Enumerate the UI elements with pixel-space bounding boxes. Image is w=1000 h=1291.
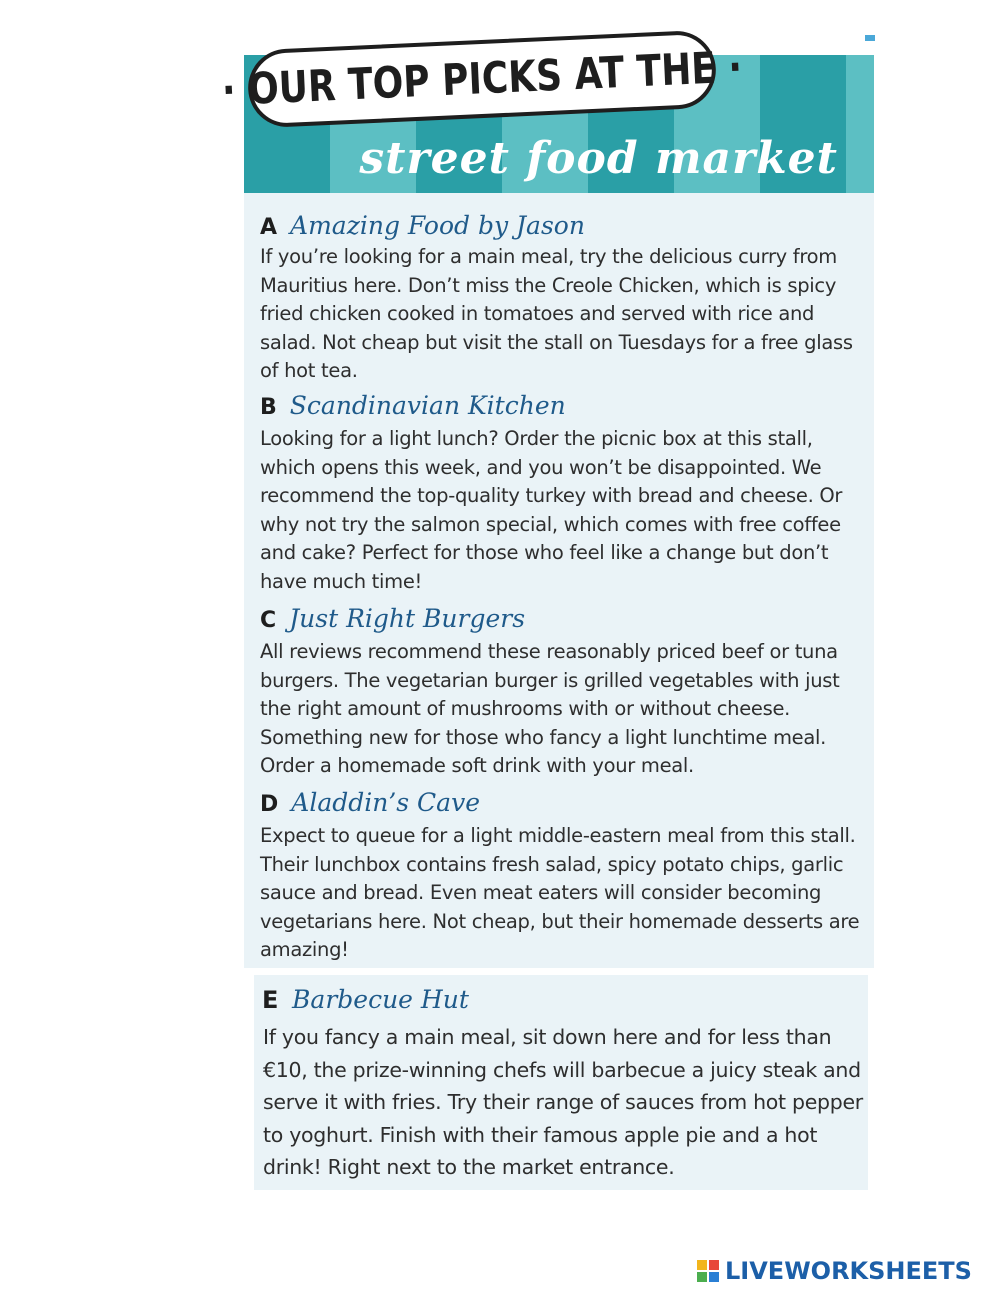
entry-a-title [260, 211, 585, 243]
header-subtitle: street food market [359, 133, 838, 184]
liveworksheets-grid-icon [697, 1260, 719, 1282]
entry-name: Just Right Burgers [289, 604, 526, 633]
entry-letter: A [260, 215, 278, 240]
entry-e-text: If you fancy a main meal, sit down here and for less than €10, the prize-winning chefs will barbecue a juicy steak and serve it with fries. Try their range of sauces from hot pepper to yoghurt. Finish with their famous apple pie and a hot drink! Right next to the market entrance. [263, 1025, 863, 1179]
logo-text: LIVEWORKSHEETS [725, 1257, 972, 1285]
entry-name: Barbecue Hut [292, 985, 469, 1014]
entry-d-title [260, 788, 480, 820]
entry-c-text: All reviews recommend these reasonably priced beef or tuna burgers. The vegetarian burger is grilled vegetables with just the right amount of mushrooms with or without cheese. Something new for those who fancy a light lunchtime meal. Order a homemade soft drink with your meal. [260, 640, 840, 777]
entry-letter: D [260, 792, 279, 817]
entry-letter: E [262, 986, 279, 1014]
entry-letter: B [260, 395, 277, 420]
entry-name: Aladdin’s Cave [291, 788, 480, 817]
entry-d-text: Expect to queue for a light middle-eastern meal from this stall. Their lunchbox contains fresh salad, spicy potato chips, garlic sauce and bread. Even meat eaters will consider becoming vegetarians here. Not cheap, but their homemade desserts are amazing! [260, 824, 860, 961]
header-title: · OUR TOP PICKS AT THE · [220, 42, 744, 116]
entry-letter: C [260, 608, 277, 633]
entry-e-title [262, 985, 469, 1015]
entry-b-text: Looking for a light lunch? Order the picnic box at this stall, which opens this week, and you won’t be disappointed. We recommend the top-quality turkey with bread and cheese. Or why not try the salmon special, which comes with free coffee and cake? Perfect for those who feel like a change but don’t have much time! [260, 427, 843, 593]
entry-name: Amazing Food by Jason [290, 211, 585, 240]
corner-mark [865, 35, 875, 41]
entry-b-title [260, 391, 566, 423]
entry-name: Scandinavian Kitchen [289, 391, 566, 420]
liveworksheets-logo[interactable] [697, 1256, 972, 1286]
entry-c-title [260, 604, 525, 636]
entry-a-text: If you’re looking for a main meal, try the delicious curry from Mauritius here. Don’t miss the Creole Chicken, which is spicy fried chicken cooked in tomatoes and served with rice and salad. Not cheap but visit the stall on Tuesdays for a free glass of hot tea. [260, 245, 853, 382]
